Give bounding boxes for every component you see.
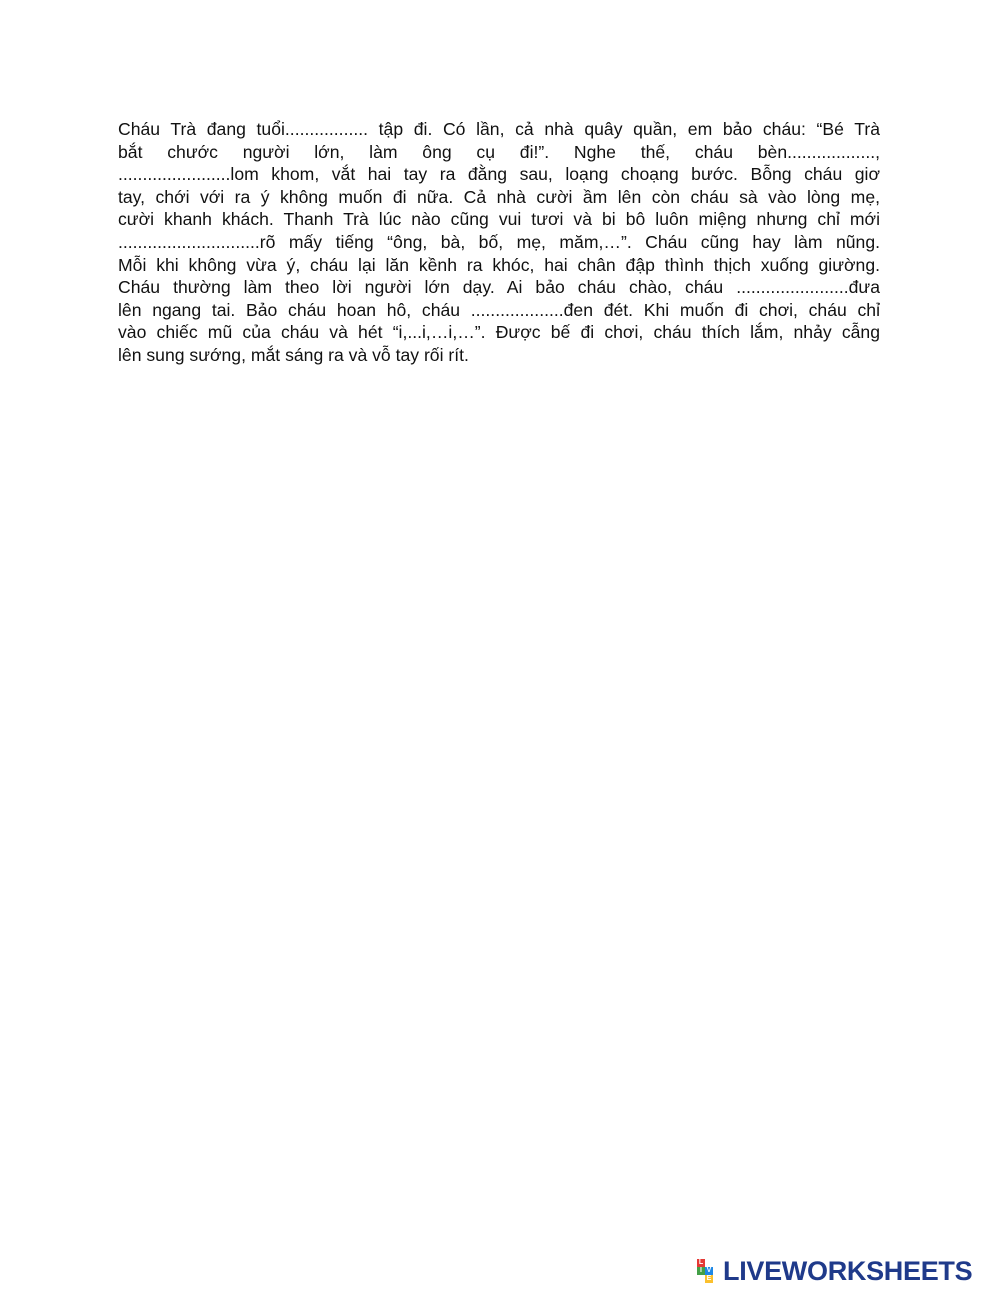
logo-letter-v: V (706, 1267, 712, 1274)
liveworksheets-logo-icon (697, 1258, 721, 1284)
passage-line: lên ngang tai. Bảo cháu hoan hô, cháu ...................đen đét. Khi muốn đi chơi, cháu chỉ (118, 299, 880, 320)
passage-line: Cháu Trà đang tuổi................. tập đi. Có lần, cả nhà quây quần, em bảo cháu: “Bé Trà (118, 119, 880, 139)
logo-letter-i: I (697, 1267, 705, 1275)
passage-text (118, 118, 880, 367)
passage-line: .............................rõ mấy tiếng “ông, bà, bố, mẹ, măm,…”. Cháu cũng hay làm nũng. (118, 231, 880, 252)
passage-line: tay, chới với ra ý không muốn đi nữa. Cả nhà cười ầm lên còn cháu sà vào lòng mẹ, (118, 186, 880, 207)
passage-line: Mỗi khi không vừa ý, cháu lại lăn kềnh ra khóc, hai chân đập thình thịch xuống giường. (118, 254, 880, 275)
passage-line: lên sung sướng, mắt sáng ra và vỗ tay rối rít. (118, 344, 469, 365)
passage-line: vào chiếc mũ của cháu và hét “i,...i,…i,…”. Được bế đi chơi, cháu thích lắm, nhảy cẫng (118, 322, 880, 343)
liveworksheets-brand (697, 1257, 972, 1285)
logo-letter-e: E (706, 1275, 712, 1282)
brand-wordmark: LIVEWORKSHEETS (723, 1256, 973, 1286)
logo-letter-l: L (698, 1259, 704, 1266)
passage-line: bắt chước người lớn, làm ông cụ đi!”. Nghe thế, cháu bèn.................., (118, 141, 880, 162)
passage-line: cười khanh khách. Thanh Trà lúc nào cũng vui tươi và bi bô luôn miệng nhưng chỉ mới (118, 209, 880, 230)
passage-line: Cháu thường làm theo lời người lớn dạy. Ai bảo cháu chào, cháu .......................đưa (118, 277, 880, 298)
passage-line: .......................lom khom, vắt hai tay ra đằng sau, loạng choạng bước. Bỗng cháu giơ (118, 164, 880, 185)
